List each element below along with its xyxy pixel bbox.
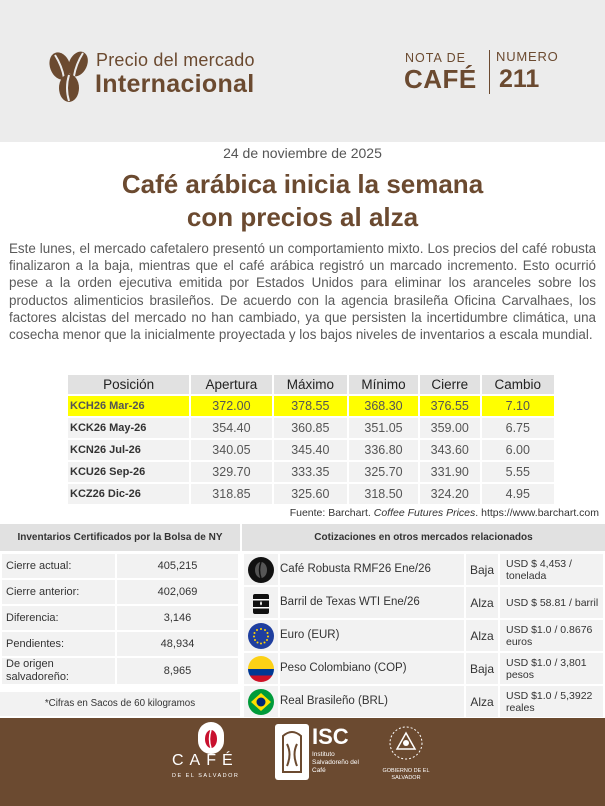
headline-line2: con precios al alza [186,202,419,232]
cafe-el-salvador-logo-icon [198,722,224,754]
cell-low: 336.80 [348,439,419,461]
inventory-value: 402,069 [116,579,239,605]
col-header: Posición [67,374,190,395]
quote-price: USD $1.0 / 3,801 pesos [499,652,604,685]
cell-change: 7.10 [481,395,555,417]
cell-high: 345.40 [273,439,348,461]
inventory-value: 8,965 [116,657,239,685]
quote-name: Real Brasileño (BRL) [279,685,465,718]
cell-position: KCU26 Sep-26 [67,461,190,483]
article-body: Este lunes, el mercado cafetalero presentó un comportamiento mixto. Los precios del café robusta finalizaron a la baja, mientras que el café arábica registró un marcado incremento. Esto ocurrió pese a la orden ejecutiva emitida por Estados Unidos para eliminar los aranceles sobre los productos alimenticios brasileños. De acuerdo con la agencia brasileña Oficina Carvalhaes, los factores alcistas del mercado no han cambiado, ya que persisten la incertidumbre climática, una cosecha menor que la inicialmente proyectada y los bajos niveles de inventarios a escala mundial. [9,241,596,343]
cell-low: 368.30 [348,395,419,417]
cell-change: 4.95 [481,483,555,505]
cell-change: 6.00 [481,439,555,461]
inventory-value: 3,146 [116,605,239,631]
table-row [243,619,604,652]
quotes-title: Cotizaciones en otros mercados relacionados [242,524,605,551]
cell-high: 333.35 [273,461,348,483]
cell-position: KCZ26 Dic-26 [67,483,190,505]
isc-logo-icon [275,724,309,780]
eu-flag-icon [248,623,274,649]
cell-low: 325.70 [348,461,419,483]
cell-close: 376.55 [419,395,481,417]
numero-label: NUMERO [496,49,559,64]
colombia-flag-icon [248,656,274,682]
cell-high: 378.55 [273,395,348,417]
oil-barrel-icon [248,590,274,616]
table-row [243,553,604,586]
cell-high: 360.85 [273,417,348,439]
table-row [243,652,604,685]
header-divider [489,50,490,94]
quote-name: Euro (EUR) [279,619,465,652]
table-row [1,657,239,685]
cell-low: 351.05 [348,417,419,439]
inventory-title: Inventarios Certificados por la Bolsa de NY [0,524,240,551]
table-source [290,507,599,519]
footer-isc-text: ISC [312,724,349,749]
inventory-table [0,552,240,686]
cell-change: 5.55 [481,461,555,483]
inventory-value: 48,934 [116,631,239,657]
quote-trend: Baja [465,652,499,685]
footer-gob-text: GOBIERNO DE EL SALVADOR [382,768,430,781]
coffee-bean-icon [248,557,274,583]
table-row [67,461,555,483]
inventory-note: *Cifras en Sacos de 60 kilogramos [0,692,240,716]
quote-name: Peso Colombiano (COP) [279,652,465,685]
article-headline [0,168,605,234]
col-header: Cambio [481,374,555,395]
nota-label: NOTA DE [405,51,466,65]
quote-name: Café Robusta RMF26 Ene/26 [279,553,465,586]
col-header: Mínimo [348,374,419,395]
numero-value: 211 [499,65,540,93]
futures-table [66,373,556,506]
col-header: Apertura [190,374,272,395]
table-row [1,579,239,605]
inventory-label: De origen salvadoreño: [1,657,116,685]
quote-price: USD $ 4,453 / tonelada [499,553,604,586]
quote-price: USD $1.0 / 0.8676 euros [499,619,604,652]
inventory-label: Cierre actual: [1,553,116,579]
source-title: Coffee Futures Prices [373,507,476,519]
cell-high: 325.60 [273,483,348,505]
table-row-highlighted [67,395,555,417]
col-header: Máximo [273,374,348,395]
cell-close: 324.20 [419,483,481,505]
table-row [1,631,239,657]
inventory-label: Pendientes: [1,631,116,657]
cell-position: KCN26 Jul-26 [67,439,190,461]
table-row [67,483,555,505]
source-url: . https://www.barchart.com [475,507,599,519]
header-title-line1: Precio del mercado [96,50,255,70]
quotes-table [242,552,605,719]
cell-open: 340.05 [190,439,272,461]
table-row [1,605,239,631]
table-row [243,586,604,619]
headline-line1: Café arábica inicia la semana [121,169,484,199]
cell-close: 343.60 [419,439,481,461]
cell-open: 318.85 [190,483,272,505]
quote-trend: Baja [465,553,499,586]
cell-change: 6.75 [481,417,555,439]
quote-price: USD $ 58.81 / barril [499,586,604,619]
cell-position: KCH26 Mar-26 [67,395,190,417]
cell-position: KCK26 May-26 [67,417,190,439]
table-row [243,685,604,718]
article-date: 24 de noviembre de 2025 [223,145,382,161]
source-prefix: Fuente: Barchart. [289,507,371,519]
footer-cafe-sub: DE EL SALVADOR [172,773,240,779]
table-row [1,553,239,579]
brazil-flag-icon [248,689,274,715]
header-title-line2: Internacional [95,70,255,98]
quote-trend: Alza [465,619,499,652]
cell-low: 318.50 [348,483,419,505]
coffee-beans-logo-icon [48,46,90,104]
inventory-value: 405,215 [116,553,239,579]
quote-name: Barril de Texas WTI Ene/26 [279,586,465,619]
quote-trend: Alza [465,586,499,619]
cell-close: 331.90 [419,461,481,483]
inventory-label: Cierre anterior: [1,579,116,605]
inventory-label: Diferencia: [1,605,116,631]
quote-price: USD $1.0 / 5,3922 reales [499,685,604,718]
col-header: Cierre [419,374,481,395]
cell-open: 354.40 [190,417,272,439]
futures-table-header [67,374,555,395]
table-row [67,417,555,439]
cell-open: 329.70 [190,461,272,483]
nota-cafe: CAFÉ [404,64,477,94]
quote-trend: Alza [465,685,499,718]
footer-cafe-text: CAFÉ [172,752,239,769]
government-seal-icon [388,724,424,762]
footer-isc-sub: Instituto Salvadoreño del Café [312,751,359,774]
table-row [67,439,555,461]
cell-close: 359.00 [419,417,481,439]
cell-open: 372.00 [190,395,272,417]
